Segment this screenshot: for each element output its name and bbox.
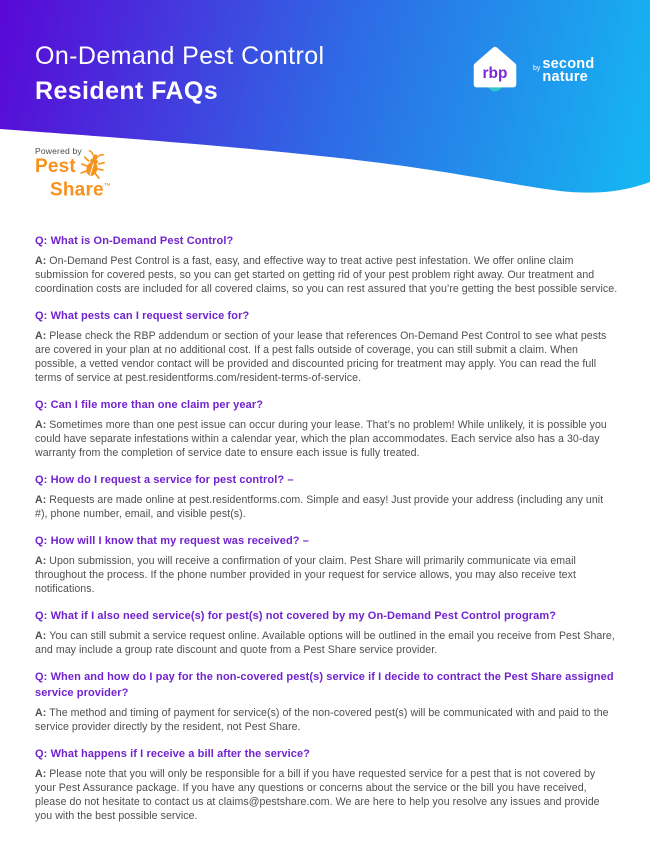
wordmark-line2: nature [542, 69, 588, 85]
pest-share-wordmark [35, 158, 111, 181]
faq-answer [35, 554, 618, 596]
rbp-second-nature-logo [466, 42, 594, 100]
answer-text: Please check the RBP addendum or section of your lease that references On-Demand Pest Control to see what pests are covered in your plan at no additional cost. If a pest falls outside of coverage, you can still submit a claim. When possible, a vetted vendor contact will be provided and discounted pricing for treatment may apply. You can read the full terms of service at pest.residentforms.com/resident-terms-of-service. [35, 330, 607, 384]
answer-text: Upon submission, you will receive a confirmation of your claim. Pest Share will primarily communicate via email throughout the process. If the phone number provided in your request for service allows, you may also receive text notifications. [35, 555, 576, 595]
faq-question: Q: What is On-Demand Pest Control? [35, 235, 234, 247]
rbp-logo-text: rbp [482, 64, 508, 82]
rbp-house-icon [466, 42, 524, 100]
answer-prefix: A: [35, 555, 47, 567]
answer-prefix: A: [35, 707, 47, 719]
beetle-icon [79, 149, 107, 181]
pest-share-logo [35, 146, 112, 201]
faq-question: Q: What happens if I receive a bill after the service? [35, 748, 310, 760]
faq-list [0, 210, 650, 823]
answer-text: You can still submit a service request online. Available options will be outlined in the email you receive from Pest Share, and may include a group rate discount and quote from a Pest Share service provider. [35, 630, 615, 656]
faq-answer [35, 629, 618, 657]
page-title: On-Demand Pest Control [35, 42, 325, 70]
second-nature-wordmark [533, 58, 594, 84]
faq-item [35, 533, 618, 596]
share-wordmark: Share™ [50, 179, 112, 201]
faq-item [35, 397, 618, 460]
faq-item [35, 669, 618, 734]
faq-answer [35, 706, 618, 734]
page-subtitle: Resident FAQs [35, 77, 219, 105]
answer-text: Please note that you will only be responsible for a bill if you have requested service for a pest that is not covered by your Pest Assurance package. If you have any questions or concerns about the service or the bill you have received, please do not hesitate to contact us at claims@pestshare.com. We are here to help you resolve any issues and provide you with the best possible service. [35, 768, 600, 822]
answer-prefix: A: [35, 255, 47, 267]
faq-question: Q: When and how do I pay for the non-covered pest(s) service if I decide to contract the Pest Share assigned service provider? [35, 671, 614, 699]
answer-text: Requests are made online at pest.residentforms.com. Simple and easy! Just provide your address (including any unit #), phone number, email, and visible pest(s). [35, 494, 604, 520]
by-label: by [533, 65, 541, 72]
faq-question: Q: How will I know that my request was received? – [35, 535, 309, 547]
faq-answer [35, 767, 618, 823]
faq-item [35, 233, 618, 296]
trademark-symbol: ™ [103, 183, 112, 190]
faq-answer [35, 418, 618, 460]
faq-item [35, 308, 618, 385]
answer-text: The method and timing of payment for service(s) of the non-covered pest(s) will be communicated with and paid to the service provider directly by the resident, not Pest Share. [35, 707, 609, 733]
faq-question: Q: How do I request a service for pest control? – [35, 474, 294, 486]
faq-question: Q: What if I also need service(s) for pest(s) not covered by my On-Demand Pest Control program? [35, 610, 557, 622]
faq-answer [35, 329, 618, 385]
answer-text: Sometimes more than one pest issue can occur during your lease. That’s no problem! While unlikely, it is possible you could have separate infestations within a calendar year, which the plan accommodates. Each service also has a 30-day warranty from the completion of service date to ensure each issue is fully treated. [35, 419, 607, 459]
faq-answer [35, 493, 618, 521]
wordmark-line1: second [542, 56, 595, 72]
faq-question: Q: What pests can I request service for? [35, 310, 250, 322]
answer-prefix: A: [35, 330, 47, 342]
header-titles [35, 40, 324, 107]
faq-question: Q: Can I file more than one claim per year? [35, 399, 264, 411]
answer-prefix: A: [35, 419, 47, 431]
answer-prefix: A: [35, 768, 47, 780]
answer-prefix: A: [35, 630, 47, 642]
faq-item [35, 608, 618, 657]
pest-wordmark: Pest [35, 156, 76, 177]
faq-item [35, 472, 618, 521]
faq-item [35, 746, 618, 823]
answer-text: On-Demand Pest Control is a fast, easy, and effective way to treat active pest infestation. We offer online claim submission for covered pests, so you can get started on getting rid of your pest problem right away. Our treatment and coordination costs are included for all covered claims, so you can rest assured that you’re getting the best possible service. [35, 255, 618, 295]
powered-by-label: Powered by [35, 146, 82, 156]
answer-prefix: A: [35, 494, 47, 506]
faq-answer [35, 254, 618, 296]
